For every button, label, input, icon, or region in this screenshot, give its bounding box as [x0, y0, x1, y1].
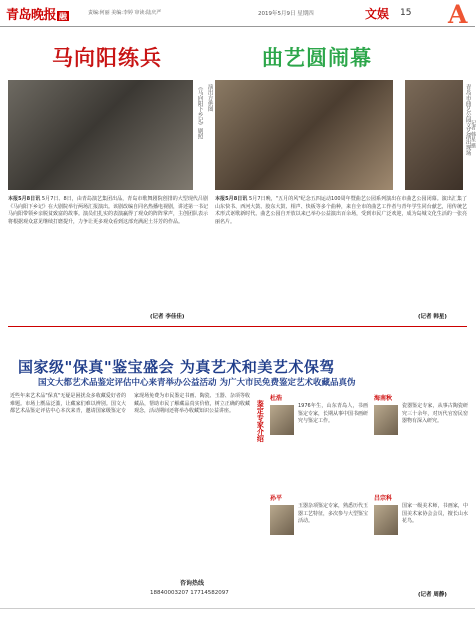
logo-badge: 融	[59, 11, 67, 21]
page-number: 15	[400, 8, 412, 18]
expert-bio: 1976年生，山东青岛人，书画鉴定专家，长期从事中国书画研究与鉴定工作。	[298, 403, 369, 425]
article-right-byline: (记者 韩星)	[418, 314, 447, 320]
photo-credit-left: 演出方供图	[206, 84, 213, 112]
headline-right: 曲艺圆闹幕	[262, 46, 372, 70]
expert-photo	[270, 405, 294, 435]
expert-bio: 瓷器鉴定专家，从事古陶瓷研究三十余年，对历代官窑民窑器物有深入研究。	[402, 403, 468, 425]
article-left-lead: 本报5月8日讯	[8, 196, 41, 202]
article-right-lead: 本报5月8日讯	[215, 196, 248, 202]
feature-byline: (记者 周静)	[418, 592, 447, 598]
expert-photo	[374, 505, 398, 535]
stage-photo-left	[8, 80, 193, 190]
photo-caption-left: 《马向阳下乡记》剧照	[196, 84, 203, 139]
article-right-body: 5月7日晚，"五月的风"纪念五四运动100周年暨曲艺公园系列演出在市曲艺公园闭幕。演出汇集了山东快书、西河大鼓、胶东大鼓、相声、快板等多个曲种，来自全市的曲艺工作者与青年学生同台献艺，用传统艺术形式讴歌新时代。曲艺公园自开放以来已举办公益演出百余场，受到市民广泛欢迎，成为岛城文化生活的一张亮丽名片。	[215, 196, 468, 225]
article-left-body: 5月7日、8日，由青岛演艺集团出品，青岛市歌舞剧院创排的大型现代吕剧《马向阳下乡记》在大剧院举行两场汇报演出。该剧改编自同名热播电视剧，讲述第一书记马向阳带领乡亲脱贫致富的故事。演员们扎实的表演赢得了观众的阵阵掌声，主创团队表示将根据观众意见继续打磨提升，力争让更多观众看到这部充满泥土芬芳的作品。	[8, 196, 209, 225]
feature-body: 近些年来艺术品"保真"无疑是困扰众多收藏爱好者的难题。市场上赝品泛滥，让藏家们难以辨别。国文大都艺术品鉴定评估中心本次来青，邀请国家级鉴定专家现场免费为市民鉴定书画、陶瓷、玉器、杂项等收藏品，帮助市民了解藏品真实价值，树立正确的收藏观念，活动期间还将举办收藏知识公益讲座。	[10, 393, 250, 415]
expert-bio: 玉器杂项鉴定专家，熟悉历代玉器工艺特征，多次参与大型鉴宝活动。	[298, 503, 369, 525]
article-left	[8, 196, 208, 316]
article-right	[215, 196, 467, 316]
expert-photo	[374, 405, 398, 435]
expert-name: 海南秋	[374, 395, 393, 402]
editor-credits: 责编:何丽 美编:李婷 审读:陆庆严	[88, 10, 162, 16]
stage-photo-small	[405, 80, 463, 190]
hotline-label: 咨询热线	[180, 580, 205, 587]
expert-photo	[270, 505, 294, 535]
feature-title: 国家级"保真"鉴宝盛会 为真艺术和美艺术保驾	[18, 358, 335, 376]
page-letter: A	[448, 0, 468, 29]
photo-credit-right: 记者 韩星 摄	[470, 120, 476, 149]
expert-name: 孙平	[270, 495, 283, 502]
newspaper-logo: 青岛晚报 融	[6, 8, 67, 23]
article-left-byline: (记者 李佳佳)	[150, 314, 185, 320]
hotline-phones: 18840003207 17714582097	[150, 590, 229, 596]
expert-name: 杜浩	[270, 395, 283, 402]
section-divider	[8, 326, 467, 327]
page-footer	[0, 608, 475, 621]
feature-subtitle: 国文大都艺术品鉴定评估中心来青举办公益活动 为广大市民免费鉴定艺术收藏品真伪	[38, 378, 356, 388]
section-title: 文娱	[365, 7, 390, 21]
expert-name: 吕宗科	[374, 495, 393, 502]
photo-caption-right: 青岛市曲艺公园文艺演出现场	[464, 84, 471, 156]
experts-panel	[270, 393, 470, 593]
headline-left: 马向阳练兵	[52, 46, 162, 70]
feature-side-label: 鉴定专家介绍	[256, 400, 265, 442]
expert-bio: 国家一级美术师，书画家，中国美术家协会会员，擅长山水花鸟。	[402, 503, 468, 525]
stage-photo-right	[215, 80, 393, 190]
issue-date: 2019年5月9日 星期四	[258, 11, 314, 17]
